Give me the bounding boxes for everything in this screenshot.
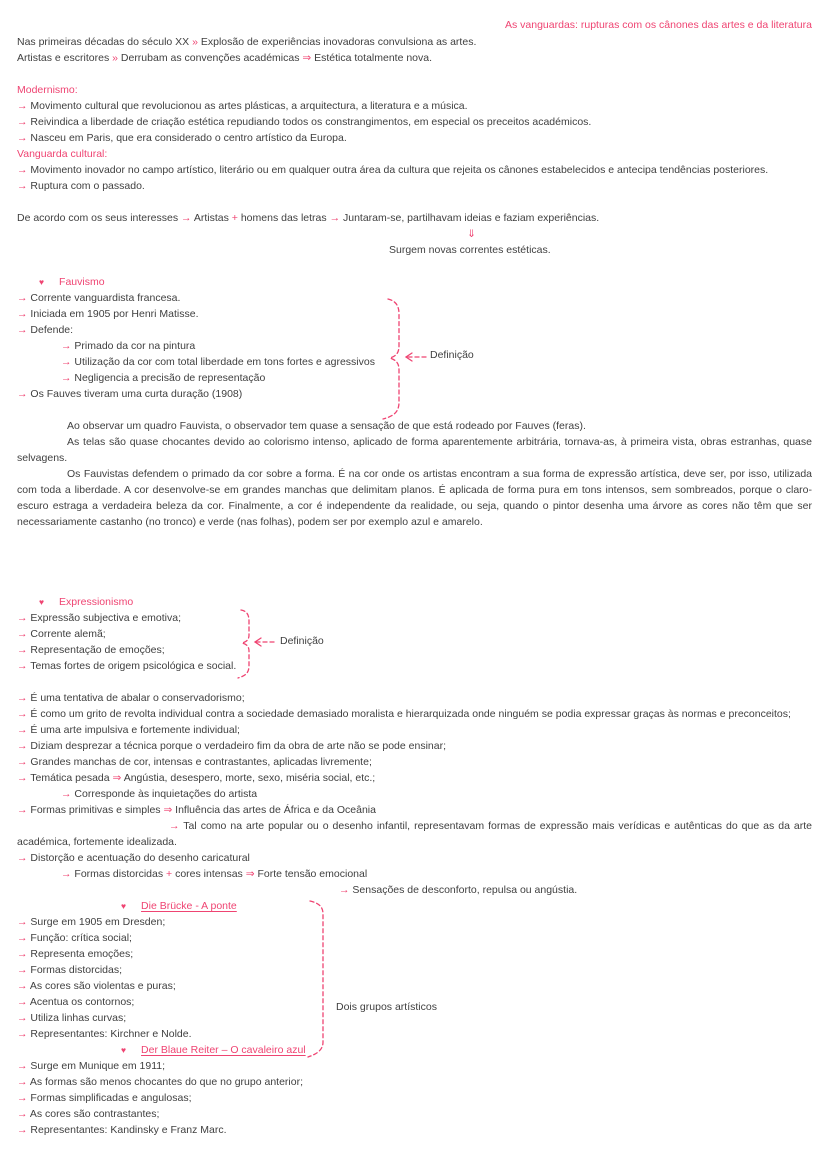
- arrow-icon: →: [17, 1124, 31, 1136]
- text-run: Representa emoções;: [30, 948, 134, 960]
- doc-line: [17, 610, 812, 626]
- accent-text: Modernismo:: [17, 84, 78, 96]
- arrow-icon: →: [17, 996, 30, 1008]
- arrow-icon: →: [17, 1108, 30, 1120]
- accent-text: Fauvismo: [59, 276, 105, 288]
- text-run: Formas simplificadas e angulosas;: [30, 1092, 192, 1104]
- text-run: homens das letras: [240, 212, 330, 224]
- arrow-icon: →: [17, 180, 31, 192]
- document-body: [17, 34, 812, 1138]
- text-run: As cores são violentas e puras;: [29, 980, 176, 992]
- arrow-icon: »: [192, 36, 201, 48]
- doc-line: [17, 946, 812, 962]
- arrow-icon: →: [17, 1092, 31, 1104]
- accent-text: Vanguarda cultural:: [17, 148, 108, 160]
- text-run: Derrubam as convenções académicas: [120, 52, 303, 64]
- doc-line: [39, 274, 812, 290]
- arrow-icon: →: [17, 804, 31, 816]
- arrow-icon: +: [231, 212, 241, 224]
- arrow-icon: →: [17, 644, 31, 656]
- text-run: Juntaram-se, partilhavam ideias e faziam experiências.: [342, 212, 600, 224]
- page-title: As vanguardas: rupturas com os cânones das artes e da literatura: [504, 19, 812, 31]
- blank-line: [17, 546, 812, 562]
- text-run: Nas primeiras décadas do século XX: [17, 36, 193, 48]
- text-run: De acordo com os seus interesses: [17, 212, 181, 224]
- doc-line: [17, 738, 812, 754]
- blank-line: [17, 578, 812, 594]
- blank-line: [17, 562, 812, 578]
- doc-line: [17, 706, 812, 722]
- text-run: Primado da cor na pintura: [74, 340, 196, 352]
- text-run: Ruptura com o passado.: [30, 180, 145, 192]
- text-run: Representação de emoções;: [30, 644, 165, 656]
- arrow-icon: →: [17, 324, 31, 336]
- text-run: Diziam desprezar a técnica porque o verdadeiro fim da obra de arte não se pode ensinar;: [30, 740, 446, 752]
- arrow-icon: →: [17, 628, 31, 640]
- annotation-label-dois-grupos: Dois grupos artísticos: [336, 1001, 437, 1013]
- arrow-icon: →: [17, 1012, 31, 1024]
- text-run: Negligencia a precisão de representação: [74, 372, 266, 384]
- text-run: Distorção e acentuação do desenho caricatural: [30, 852, 250, 864]
- text-run: É uma tentativa de abalar o conservadorismo;: [30, 692, 245, 704]
- arrow-icon: →: [17, 724, 31, 736]
- arrow-icon: →: [17, 1076, 30, 1088]
- arrow-icon: →: [17, 756, 31, 768]
- arrow-icon: →: [17, 292, 31, 304]
- doc-line: [17, 466, 812, 530]
- blank-line: [17, 66, 812, 82]
- arrow-icon: →: [17, 964, 31, 976]
- doc-line: [467, 226, 812, 242]
- arrow-icon: →: [17, 132, 31, 144]
- text-run: Surge em 1905 em Dresden;: [30, 916, 166, 928]
- text-run: Os Fauvistas defendem o primado da cor sobre a forma. É na cor onde os artistas encontram a sua forma de expressão artística, deve ser, por isso, utilizada com toda a liberdade. A cor desenvolve-se em grandes manchas que delimitam planos. É aplicada de forma pura em tons intensos, sem sombreados, porque o claro-escuro estraga a verdadeira beleza da cor. Finalmente, a cor é independente da realidade, ou seja, quando o pintor desenha uma árvore as cores não têm que ser necessariamente castanho (no tronco) e verde (nas folhas), podem ser por exemplo azul e amarelo.: [17, 468, 812, 528]
- doc-line: [17, 1026, 812, 1042]
- arrow-icon: →: [17, 692, 31, 704]
- blank-line: [17, 194, 812, 210]
- arrow-icon: →: [17, 980, 30, 992]
- text-run: Movimento cultural que revolucionou as artes plásticas, a arquitectura, a literatura e a música.: [30, 100, 468, 112]
- arrow-icon: →: [169, 820, 184, 832]
- arrow-icon: →: [61, 788, 75, 800]
- arrow-icon: →: [329, 212, 343, 224]
- text-run: Corrente vanguardista francesa.: [30, 292, 181, 304]
- doc-line: [17, 754, 812, 770]
- doc-line: [17, 1090, 812, 1106]
- text-run: Função: crítica social;: [30, 932, 132, 944]
- doc-line: [17, 642, 812, 658]
- blank-line: [17, 258, 812, 274]
- text-run: Expressão subjectiva e emotiva;: [30, 612, 181, 624]
- text-run: Utilização da cor com total liberdade em tons fortes e agressivos: [74, 356, 375, 368]
- doc-line: [17, 146, 812, 162]
- doc-line: [17, 34, 812, 50]
- text-run: Reivindica a liberdade de criação estética repudiando todos os constrangimentos, em especial os preceitos académicos.: [30, 116, 592, 128]
- doc-line: [17, 658, 812, 674]
- doc-line: [121, 1042, 812, 1058]
- text-run: Tal como na arte popular ou o desenho infantil, representavam formas de expressão mais verídicas e autênticas do que as da arte académica, fortemente idealizada.: [17, 820, 812, 848]
- accent-text: Expressionismo: [59, 596, 134, 608]
- arrow-icon: →: [17, 948, 31, 960]
- arrow-icon: →: [17, 388, 31, 400]
- arrow-icon: →: [17, 852, 31, 864]
- arrow-icon: →: [17, 1060, 31, 1072]
- text-run: Os Fauves tiveram uma curta duração (1908): [30, 388, 243, 400]
- arrow-icon: →: [17, 916, 31, 928]
- text-run: Grandes manchas de cor, intensas e contrastantes, aplicadas livremente;: [30, 756, 372, 768]
- doc-line: [17, 210, 812, 226]
- doc-line: [17, 434, 812, 466]
- text-run: Defende:: [30, 324, 74, 336]
- text-run: As telas são quase chocantes devido ao colorismo intenso, aplicado de forma aparentemente arbitrária, tornava-as, à primeira vista, obras estranhas, quase selvagens.: [17, 436, 812, 464]
- doc-line: [17, 978, 812, 994]
- heart-icon: ♥: [39, 277, 45, 287]
- text-run: Artistas: [193, 212, 232, 224]
- doc-line: [17, 1122, 812, 1138]
- text-run: Surge em Munique em 1911;: [30, 1060, 166, 1072]
- text-run: Influência das artes de África e da Oceânia: [175, 804, 376, 816]
- arrow-icon: +: [166, 868, 176, 880]
- arrow-icon: →: [61, 372, 75, 384]
- heart-icon: ♥: [121, 901, 127, 911]
- doc-line: [17, 1074, 812, 1090]
- heart-icon: ♥: [121, 1045, 127, 1055]
- text-run: Angústia, desespero, morte, sexo, miséria social, etc.;: [123, 772, 376, 784]
- doc-line: [17, 850, 812, 866]
- text-run: Acentua os contornos;: [29, 996, 135, 1008]
- text-run: Utiliza linhas curvas;: [30, 1012, 127, 1024]
- arrow-icon: →: [17, 740, 31, 752]
- text-run: As cores são contrastantes;: [29, 1108, 160, 1120]
- doc-line: [17, 626, 812, 642]
- arrow-icon: →: [61, 340, 75, 352]
- doc-line: [17, 130, 812, 146]
- annotation-label-definicao-expressionismo: Definição: [280, 635, 324, 647]
- text-run: Estética totalmente nova.: [314, 52, 433, 64]
- doc-line: [17, 82, 812, 98]
- doc-line: [17, 866, 812, 882]
- arrow-icon: →: [17, 708, 31, 720]
- text-run: Temas fortes de origem psicológica e social.: [30, 660, 237, 672]
- doc-line: [17, 914, 812, 930]
- arrow-icon: →: [17, 932, 31, 944]
- doc-line: [389, 242, 812, 258]
- arrow-icon: ⇓: [467, 228, 476, 240]
- doc-line: [17, 962, 812, 978]
- text-run: cores intensas: [175, 868, 246, 880]
- arrow-icon: ⇒: [302, 52, 315, 64]
- arrow-icon: →: [61, 356, 75, 368]
- text-run: Movimento inovador no campo artístico, literário ou em qualquer outra área da cultura que rejeita os cânones estabelecidos e antecipa tendências posteriores.: [30, 164, 769, 176]
- text-run: Formas distorcidas: [74, 868, 167, 880]
- annotation-label-definicao-fauvismo: Definição: [430, 349, 474, 361]
- doc-line: [17, 690, 812, 706]
- arrow-icon: →: [17, 772, 31, 784]
- text-run: Ao observar um quadro Fauvista, o observador tem quase a sensação de que está rodeado por Fauves (feras).: [67, 420, 586, 432]
- arrow-icon: ⇒: [245, 868, 258, 880]
- arrow-icon: ⇒: [112, 772, 124, 784]
- doc-line: [17, 178, 812, 194]
- accent-text: Der Blaue Reiter – O cavaleiro azul: [141, 1044, 306, 1056]
- arrow-icon: ⇒: [163, 804, 176, 816]
- text-run: Artistas e escritores: [17, 52, 113, 64]
- arrow-icon: →: [17, 308, 31, 320]
- doc-line: [17, 162, 812, 178]
- arrow-icon: →: [339, 884, 353, 896]
- doc-line: [121, 898, 812, 914]
- text-run: Temática pesada: [30, 772, 113, 784]
- doc-line: [39, 594, 812, 610]
- blank-line: [17, 674, 812, 690]
- text-run: Forte tensão emocional: [257, 868, 368, 880]
- arrow-icon: »: [112, 52, 121, 64]
- doc-line: [17, 1106, 812, 1122]
- doc-line: [17, 786, 812, 802]
- text-run: Corresponde às inquietações do artista: [74, 788, 258, 800]
- arrow-icon: →: [17, 660, 31, 672]
- text-run: Representantes: Kirchner e Nolde.: [30, 1028, 192, 1040]
- text-run: É como um grito de revolta individual contra a sociedade demasiado moralista e hierarquizada onde ninguém se podia expressar graças às normas e preconceitos;: [30, 708, 791, 720]
- brace-definicao-fauvismo-icon: [380, 296, 430, 422]
- text-run: Explosão de experiências inovadoras convulsiona as artes.: [200, 36, 477, 48]
- doc-line: [17, 930, 812, 946]
- arrow-icon: →: [17, 116, 31, 128]
- heart-icon: ♥: [39, 597, 45, 607]
- doc-line: [17, 770, 812, 786]
- text-run: As formas são menos chocantes do que no grupo anterior;: [29, 1076, 304, 1088]
- arrow-icon: →: [17, 164, 31, 176]
- doc-line: [17, 1058, 812, 1074]
- text-run: Nasceu em Paris, que era considerado o centro artístico da Europa.: [30, 132, 347, 144]
- text-run: Surgem novas correntes estéticas.: [389, 244, 551, 256]
- doc-line: [17, 818, 812, 850]
- text-run: Iniciada em 1905 por Henri Matisse.: [30, 308, 199, 320]
- text-run: Corrente alemã;: [30, 628, 106, 640]
- text-run: Formas primitivas e simples: [30, 804, 164, 816]
- doc-line: [17, 50, 812, 66]
- accent-text: Die Brücke - A ponte: [141, 900, 237, 912]
- arrow-icon: →: [17, 100, 31, 112]
- text-run: Sensações de desconforto, repulsa ou angústia.: [352, 884, 578, 896]
- arrow-icon: →: [181, 212, 194, 224]
- text-run: Representantes: Kandinsky e Franz Marc.: [30, 1124, 227, 1136]
- text-run: Formas distorcidas;: [30, 964, 123, 976]
- arrow-icon: →: [17, 612, 31, 624]
- blank-line: [17, 530, 812, 546]
- bracket-dois-grupos-icon: [306, 898, 332, 1060]
- doc-line: [17, 114, 812, 130]
- doc-line: [17, 98, 812, 114]
- doc-line: [17, 802, 812, 818]
- brace-definicao-expressionismo-icon: [236, 608, 278, 680]
- doc-line: [17, 722, 812, 738]
- arrow-icon: →: [61, 868, 75, 880]
- arrow-icon: →: [17, 1028, 31, 1040]
- doc-line: [17, 882, 812, 898]
- text-run: É uma arte impulsiva e fortemente individual;: [30, 724, 240, 736]
